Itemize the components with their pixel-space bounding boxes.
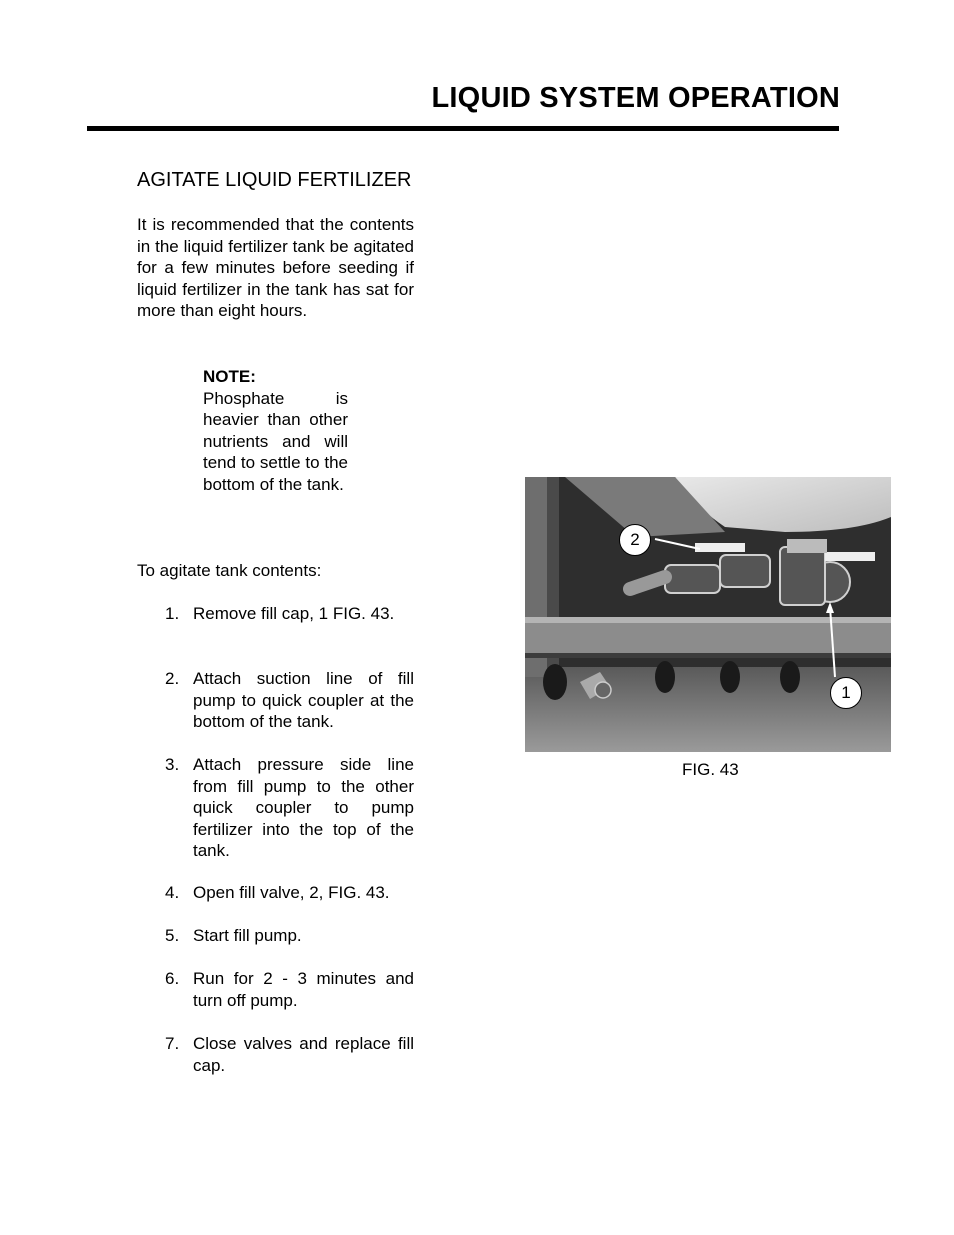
page-title: LIQUID SYSTEM OPERATION bbox=[431, 82, 840, 114]
step-text: Open fill valve, 2, FIG. 43. bbox=[193, 883, 390, 902]
step-number: 6. bbox=[165, 969, 180, 988]
figure-photo bbox=[525, 477, 891, 752]
step-text: Attach pressure side line from fill pump to the other quick coupler to pump fertilizer into the top of the tank. bbox=[193, 755, 414, 860]
callout-1: 1 bbox=[830, 677, 862, 709]
step-text: Start fill pump. bbox=[193, 926, 302, 945]
step-text: Close valves and replace fill cap. bbox=[193, 1034, 414, 1075]
title-rule bbox=[87, 126, 839, 131]
step-text: Attach suction line of fill pump to quick coupler at the bottom of the tank. bbox=[193, 669, 414, 731]
callout-2: 2 bbox=[619, 524, 651, 556]
step-number: 1. bbox=[165, 604, 180, 623]
step-text: Remove fill cap, 1 FIG. 43. bbox=[193, 604, 395, 623]
note-block bbox=[203, 366, 348, 495]
steps-intro: To agitate tank contents: bbox=[137, 561, 322, 580]
tank-photo-illustration bbox=[525, 477, 891, 752]
step-number: 7. bbox=[165, 1034, 180, 1053]
intro-paragraph: It is recommended that the contents in the liquid fertilizer tank be agitated for a few minutes before seeding if liquid fertilizer in the tank has sat for more than eight hours. bbox=[137, 215, 414, 320]
note-text: Phosphate is heavier than other nutrients and will tend to settle to the bottom of the tank. bbox=[203, 388, 348, 494]
section-heading: AGITATE LIQUID FERTILIZER bbox=[137, 169, 412, 191]
step-number: 5. bbox=[165, 926, 180, 945]
step-number: 2. bbox=[165, 669, 180, 688]
step-number: 3. bbox=[165, 755, 180, 774]
note-label: NOTE: bbox=[203, 367, 256, 386]
figure-caption: FIG. 43 bbox=[682, 760, 739, 779]
step-text: Run for 2 - 3 minutes and turn off pump. bbox=[193, 969, 414, 1010]
step-number: 4. bbox=[165, 883, 180, 902]
